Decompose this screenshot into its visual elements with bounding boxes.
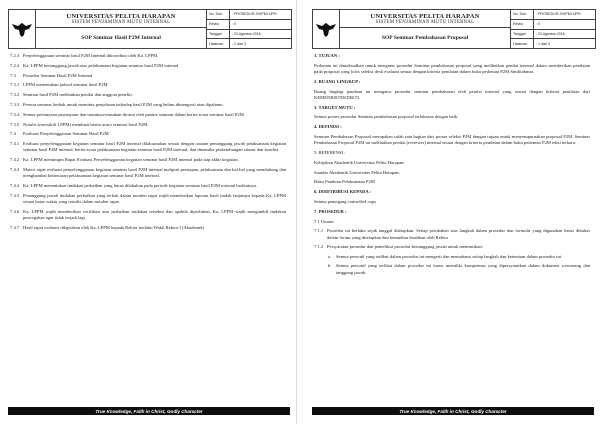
list-item: [314, 228, 590, 240]
item-number: 7.3.5: [10, 121, 20, 127]
item-number: 7.3: [10, 72, 16, 78]
section-heading: 7. PROSEDUR :: [314, 208, 347, 214]
item-text: Ka. LPPM bertanggung jawab atas pelaksanaan kegiatan seminar hasil P2M internal.: [23, 62, 180, 68]
section-text: Semua pemegang controlled copy: [314, 198, 377, 204]
section-heading: 5. REFERENSI :: [314, 149, 346, 155]
list-item: [10, 209, 286, 221]
subsection-heading: 7.1 Umum: [314, 218, 334, 224]
item-text: Materi rapat evaluasi penyelenggaraan kegiatan seminar hasil P2M internal meliputi persiapan, pelaksanaan dan hal-hal yang mendukung dan menghambat kelancaran pelaksanaan kegiatan seminar hasil P2M internal.: [23, 166, 286, 179]
sub-list-item: [314, 263, 590, 275]
list-item: [10, 157, 286, 163]
item-text: Notulis (mewakili LPPM) membuat berita acara seminar hasil P2M.: [23, 121, 149, 127]
meta-value: : PROSEDUR-SISPMI-UPH: [232, 12, 277, 17]
list-item: [10, 53, 286, 59]
section-text: Semua proses prosedur Seminar pembahasan proposal terlaksana dengan baik.: [314, 114, 459, 120]
item-number: 7.4.4: [10, 182, 20, 188]
list-item: [10, 225, 286, 231]
item-text: Penanggung jawab tindakan perbaikan yang terkait dalam notulen rapat wajib memberikan laporan hasil tindak lanjutnya kepada Ka. LPPM sesuai batas waktu yang tertulis dalam notulen rapat.: [23, 192, 286, 204]
item-number: 7.1.1: [314, 228, 324, 234]
list-item: [10, 63, 286, 69]
item-text: Hasil rapat evaluasi dilaporkan oleh Ka. LPPM kepada Rektor melalui Wakil Rektor I (Akademik): [23, 224, 205, 230]
item-number: 7.3.3: [10, 101, 20, 107]
section-text: Pedoman ini dimaksudkan untuk mengatur prosedur Seminar pembahasan proposal yang melibatkan penilai internal dalam memberikan penilaian pada proposal yang lolos seleksi desk evaluasi sesuai dengan kriteria penilaian dalam buku pedoman P2M Simlitabmas.: [314, 62, 590, 74]
item-number: 7.4.5: [10, 192, 20, 198]
item-number: 7.4.7: [10, 224, 20, 230]
list-item: [10, 183, 286, 189]
document-body: [314, 53, 590, 279]
item-number: 7.3.2: [10, 92, 20, 98]
meta-key: Revisi: [207, 20, 230, 29]
document-header: [312, 9, 596, 49]
page-footer: True Knowledge, Faith in Christ, Godly Character: [312, 407, 594, 415]
item-number: 7.4.3: [10, 166, 20, 172]
system-name: SISTEM PENJAMINAN MUTU INTERNAL: [36, 20, 206, 28]
meta-value: : 2 dari 2: [232, 41, 246, 46]
item-text: Evaluasi penyelenggaraan kegiatan seminar hasil P2M internal dilaksanakan sesuai dengan catatan penanggung jawab pelaksanaan kegiatan seminar hasil P2M internal, berita acara pelaksanaan kegiatan seminar hasil P2M internal, dan dinamika perkembangan situasi dan kondisi.: [23, 141, 286, 153]
reference-item: Standar Akademik Universitas Pelita Harapan;: [314, 169, 400, 175]
meta-key: No. Dok.: [207, 10, 230, 19]
right-page: [304, 0, 600, 424]
meta-key: Tanggal: [511, 30, 534, 39]
list-item: [10, 141, 286, 153]
item-text: Ka. LPPM menentukan tindakan perbaikan yang harus dilakukan pada periode kegiatan seminar hasil P2M internal berikutnya.: [23, 182, 258, 188]
list-item: [314, 244, 590, 250]
item-number: 7.4: [10, 131, 16, 137]
list-item: [10, 73, 286, 79]
document-meta: [207, 10, 291, 48]
university-logo: [9, 10, 36, 48]
university-logo: [313, 10, 340, 48]
item-number: 7.1.2: [314, 244, 324, 250]
meta-value: : 0: [232, 22, 236, 27]
university-name: UNIVERSITAS PELITA HARAPAN: [370, 13, 480, 20]
item-text: Evaluasi Penyelenggaraan Seminar Hasil P2M: [23, 131, 109, 137]
meta-key: No. Dok.: [511, 10, 534, 19]
document-title: SOP Seminar Hasil P2M Internal: [81, 35, 161, 41]
document-header: [8, 9, 292, 49]
section-heading: 1. TUJUAN :: [314, 53, 340, 58]
section-text: Ruang lingkup panduan ini mengatur prosedur seminar pembahasan oleh penilai internal yang sesuai dengan kriteria penilaian dari KEMENRISTEKDIKTI.: [314, 88, 590, 100]
meta-value: : 22 Agustus 2016: [232, 31, 261, 36]
document-meta: [511, 10, 595, 48]
list-item: [10, 92, 286, 98]
item-text: Semua pertanyaan-pertanyaan dan masukan-masukan dicatat oleh panitia seminar dalam berita acara seminar hasil P2M.: [23, 111, 245, 117]
list-item: [10, 167, 286, 179]
reference-item: Buku Panduan Pelaksanaan P2M: [314, 179, 375, 185]
section-heading: 4. DEFINISI :: [314, 124, 342, 130]
meta-key: Revisi: [511, 20, 534, 29]
list-item: [10, 131, 286, 137]
item-number: 7.4.6: [10, 208, 20, 214]
item-text: Seminar hasil P2M melibatkan penilai dan anggota peneliti.: [23, 92, 133, 98]
eagle-emblem-icon: [11, 20, 33, 38]
meta-key: Tanggal: [207, 30, 230, 39]
item-number: 7.4.2: [10, 157, 20, 163]
item-text: Prosedur Seminar Hasil P2M Internal: [23, 72, 93, 78]
page-footer: True Knowledge, Faith in Christ, Godly Character: [8, 407, 290, 415]
item-number: 7.4.1: [10, 141, 20, 147]
item-number: 7.3.4: [10, 111, 20, 117]
item-text: Persyaratan prosedur dan pemeliksa prosedur bertanggung jawab untuk memastikan:: [327, 244, 483, 250]
reference-item: Kebijakan Akademik Universitas Pelita Harapan;: [314, 159, 405, 165]
meta-value: : PROSEDUR-SISPMI-UPH: [536, 12, 581, 17]
eagle-emblem-icon: [315, 20, 337, 38]
university-name: UNIVERSITAS PELITA HARAPAN: [66, 13, 176, 20]
section-heading: 3. TARGET MUTU :: [314, 104, 356, 110]
document-title: SOP Seminar Pembahasan Proposal: [381, 35, 469, 41]
item-number: 7.2.4: [10, 62, 20, 68]
document-body: [10, 53, 286, 235]
sub-item-letter: a.: [328, 254, 332, 260]
sub-item-text: Semua personil yang terlibat dalam prosedur ini harus memiliki kompetensi yang dipersyaratkan dalam dokumen wewenang dan tanggung jawab.: [336, 263, 590, 275]
item-text: LPPM menentukan jadwal seminar hasil P2M: [23, 82, 108, 88]
meta-value: : 0: [536, 22, 540, 27]
item-text: Peserta seminar berhak untuk meminta penjelasan terhadap hasil P2M yang belum dimengerti atau dipahami.: [23, 101, 224, 107]
list-item: [10, 193, 286, 205]
item-text: Ka. LPPM wajib memberikan verifikasi atas perbaikan tindakan tersebut dan apabila diperlukan, Ka. LPPM wajib mengambil tindakan pencegahan agar tidak terjadi lagi.: [23, 208, 286, 220]
list-item: [10, 82, 286, 88]
item-number: 7.3.1: [10, 82, 20, 88]
section-heading: 6. DISDTRIBUSI KEPADA :: [314, 189, 372, 195]
item-text: Penyelenggaraan seminar hasil P2M Internal dikoordinir oleh Ka. LPPM.: [23, 53, 159, 58]
sub-item-text: Semua personil yang terlibat dalam prosedur ini mengerti dan memahami setiap langkah dan ketentuan dalam prosedur ini.: [336, 254, 563, 260]
list-item: [10, 112, 286, 118]
list-item: [10, 122, 286, 128]
item-text: Prosedur ini berlaku sejak tanggal ditetapkan. Setiap perubahan atas langkah dalam prosedur dan formulir yang digunakan harus dibahas dalam forum yang ditetapkan dan kemudian disahkan oleh Rektor: [327, 228, 590, 240]
list-item: [10, 102, 286, 108]
section-text: Seminar Pembahasan Proposal merupakan salah satu bagian dari proses seleksi P2M dengan tujuan untuk menyempurnakan proposal P2M. Seminar Pembahasan Proposal P2M ini melibatkan penilai (reviewer) internal sesuai dengan kriteria penilaian dalam buku pedoman P2M edisi terbaru.: [314, 133, 590, 146]
meta-key: Halaman: [511, 39, 534, 48]
system-name: SISTEM PENJAMINAN MUTU INTERNAL: [340, 20, 510, 28]
item-number: 7.2.3: [10, 53, 20, 58]
item-text: Ka. LPPM memimpin Rapat Evaluasi Penyelenggaraan kegiatan seminar hasil P2M internal pada tiap akhir kegiatan.: [23, 157, 239, 163]
left-page: [0, 0, 297, 424]
meta-key: Halaman: [207, 39, 230, 48]
meta-value: : 1 dari 3: [536, 41, 550, 46]
sub-list-item: [314, 254, 590, 260]
sub-item-letter: b.: [328, 263, 332, 269]
section-heading: 2. RUANG LINGKUP :: [314, 78, 361, 84]
meta-value: : 22 Agustus 2016: [536, 31, 565, 36]
